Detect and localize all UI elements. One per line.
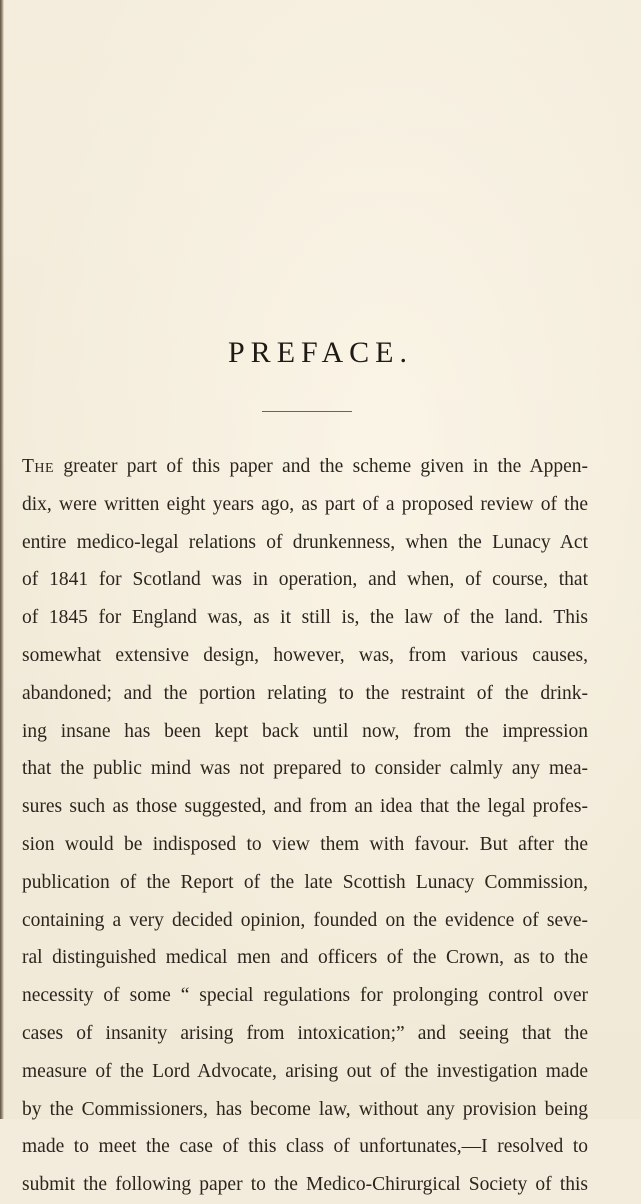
- paragraph-line: ing insane has been kept back until now, from the impression: [22, 720, 588, 742]
- paragraph-line: of 1841 for Scotland was in operation, and when, of course, that: [22, 569, 588, 591]
- paragraph-line: cases of insanity arising from intoxication;” and seeing that the: [22, 1022, 588, 1044]
- page-binding-edge: [0, 0, 4, 1119]
- paragraph-line: of 1845 for England was, as it still is, the law of the land. This: [22, 607, 588, 629]
- preface-paragraph: [22, 448, 588, 1204]
- paragraph-line: ral distinguished medical men and officers of the Crown, as to the: [22, 947, 588, 969]
- paragraph-line: dix, were written eight years ago, as part of a proposed review of the: [22, 493, 588, 515]
- page-title: PREFACE.: [228, 336, 413, 369]
- paragraph-line: that the public mind was not prepared to consider calmly any mea-: [22, 758, 588, 780]
- title-divider: [262, 411, 352, 412]
- paragraph-line: somewhat extensive design, however, was, from various causes,: [22, 644, 588, 666]
- paragraph-line: made to meet the case of this class of unfortunates,—I resolved to: [22, 1136, 588, 1158]
- paragraph-line: The greater part of this paper and the scheme given in the Appen-: [22, 456, 589, 477]
- paragraph-line: by the Commissioners, has become law, without any provision being: [22, 1098, 588, 1120]
- paragraph-line: sures such as those suggested, and from an idea that the legal profes-: [22, 796, 588, 818]
- paragraph-line: measure of the Lord Advocate, arising out of the investigation made: [22, 1060, 588, 1082]
- paragraph-line: abandoned; and the portion relating to the restraint of the drink-: [22, 682, 588, 704]
- paragraph-line: publication of the Report of the late Scottish Lunacy Commission,: [22, 871, 588, 893]
- paragraph-line: entire medico-legal relations of drunkenness, when the Lunacy Act: [22, 531, 588, 553]
- paragraph-line: sion would be indisposed to view them with favour. But after the: [22, 833, 588, 855]
- paragraph-line: necessity of some “ special regulations for prolonging control over: [22, 985, 588, 1007]
- paragraph-line: submit the following paper to the Medico-Chirurgical Society of this: [22, 1174, 588, 1196]
- paragraph-lead-word: The: [22, 456, 55, 477]
- paragraph-line: containing a very decided opinion, founded on the evidence of seve-: [22, 909, 588, 931]
